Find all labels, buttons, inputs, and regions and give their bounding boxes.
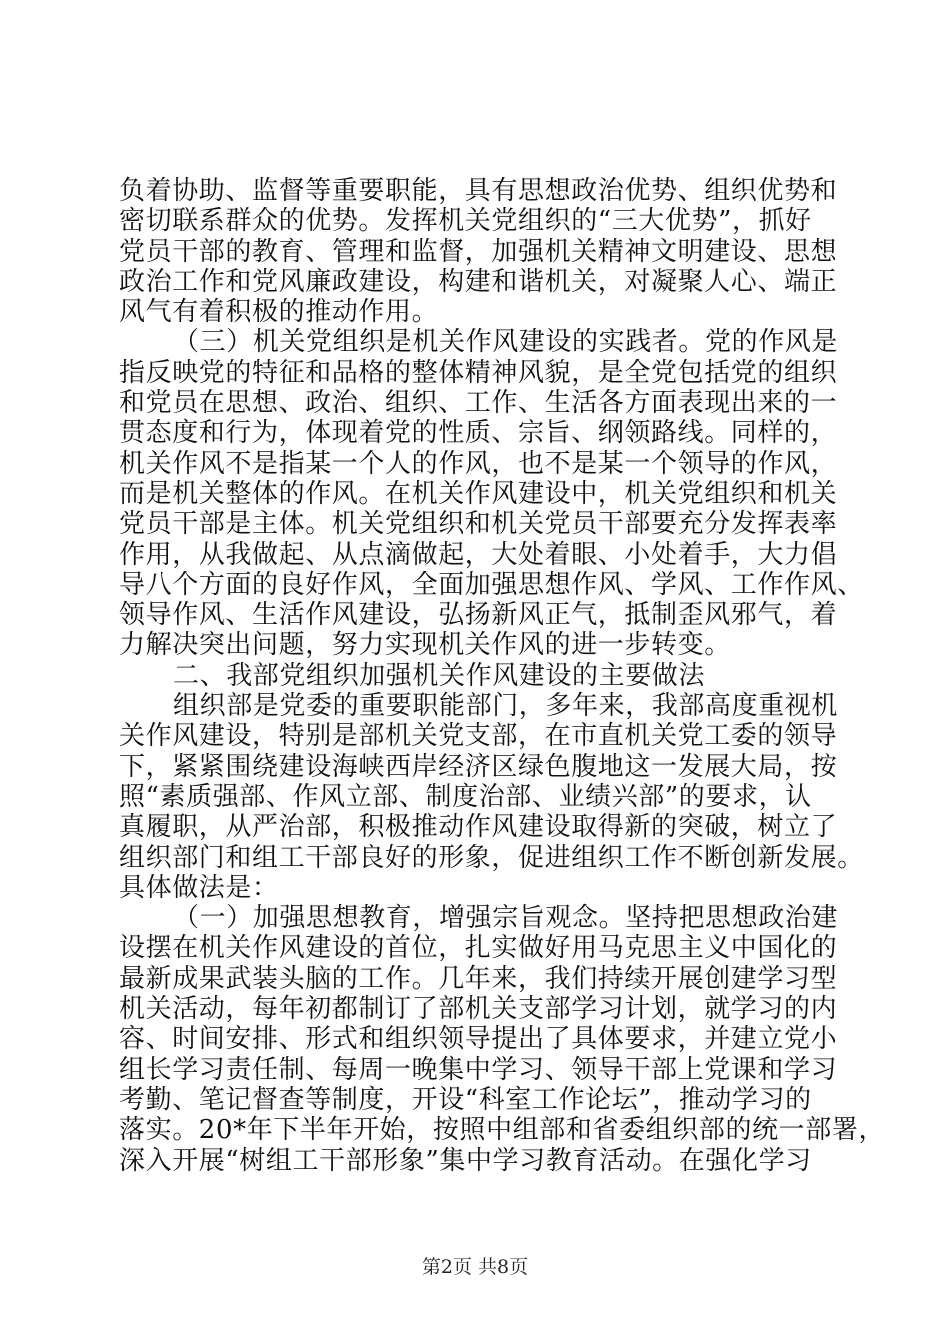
paragraph-start-line: （三）机关党组织是机关作风建设的实践者。党的作风是 (173, 327, 839, 358)
text-line: 照“素质强部、作风立部、制度治部、业绩兴部”的要求，认 (119, 781, 812, 812)
text-line: 负着协助、监督等重要职能，具有思想政治优势、组织优势和 (119, 176, 838, 206)
text-line: 具体做法是： (119, 872, 279, 903)
page-number-footer: 第2页 共8页 (421, 1256, 529, 1278)
text-line: 政治工作和党风廉政建设，构建和谐机关，对凝聚人心、端正 (119, 266, 838, 297)
text-line: 指反映党的特征和品格的整体精神风貌，是全党包括党的组织 (119, 357, 838, 388)
text-line: 组长学习责任制、每周一晚集中学习、领导干部上党课和学习 (119, 1054, 838, 1085)
text-line: 贯态度和行为，体现着党的性质、宗旨、纲领路线。同样的， (119, 418, 838, 449)
text-line: 真履职，从严治部，积极推动作风建设取得新的突破，树立了 (119, 812, 838, 843)
text-line: 作用，从我做起、从点滴做起，大处着眼、小处着手，大力倡 (119, 539, 838, 570)
text-line: 和党员在思想、政治、组织、工作、生活各方面表现出来的一 (119, 388, 838, 419)
text-line: 组织部门和组工干部良好的形象，促进组织工作不断创新发展。 (119, 842, 864, 873)
text-line: 考勤、笔记督查等制度，开设“科室工作论坛”，推动学习的 (119, 1084, 812, 1115)
text-line: 关作风建设，特别是部机关党支部，在市直机关党工委的领导 (119, 721, 838, 752)
text-line: 导八个方面的良好作风，全面加强思想作风、学风、工作作风、 (119, 569, 864, 600)
text-line: 最新成果武装头脑的工作。几年来，我们持续开展创建学习型 (119, 963, 838, 994)
text-line: 落实。20*年下半年开始，按照中组部和省委组织部的统一部署， (119, 1115, 886, 1146)
paragraph-start-line: 组织部是党委的重要职能部门，多年来，我部高度重视机 (173, 691, 839, 722)
text-line: 容、时间安排、形式和组织领导提出了具体要求，并建立党小 (119, 1024, 838, 1055)
text-line: 党员干部是主体。机关党组织和机关党员干部要充分发挥表率 (119, 509, 838, 540)
text-line: 风气有着积极的推动作用。 (119, 297, 439, 328)
paragraph-start-line: （一）加强思想教育，增强宗旨观念。坚持把思想政治建 (173, 903, 839, 934)
text-line: 下，紧紧围绕建设海峡西岸经济区绿色腹地这一发展大局，按 (119, 751, 838, 782)
text-line: 机关活动，每年初都制订了部机关支部学习计划，就学习的内 (119, 994, 838, 1025)
text-line: 而是机关整体的作风。在机关作风建设中，机关党组织和机关 (119, 478, 838, 509)
text-line: 机关作风不是指某一个人的作风，也不是某一个领导的作风， (119, 448, 838, 479)
section-heading: 二、我部党组织加强机关作风建设的主要做法 (173, 660, 706, 691)
text-line: 党员干部的教育、管理和监督，加强机关精神文明建设、思想 (119, 236, 838, 267)
text-line: 深入开展“树组工干部形象”集中学习教育活动。在强化学习 (119, 1145, 812, 1176)
text-line: 领导作风、生活作风建设，弘扬新风正气，抵制歪风邪气，着 (119, 600, 838, 631)
text-line: 密切联系群众的优势。发挥机关党组织的“三大优势”，抓好 (119, 206, 812, 237)
body-text (119, 176, 886, 1176)
text-line: 设摆在机关作风建设的首位，扎实做好用马克思主义中国化的 (119, 933, 838, 964)
text-line: 力解决突出问题，努力实现机关作风的进一步转变。 (119, 630, 731, 661)
